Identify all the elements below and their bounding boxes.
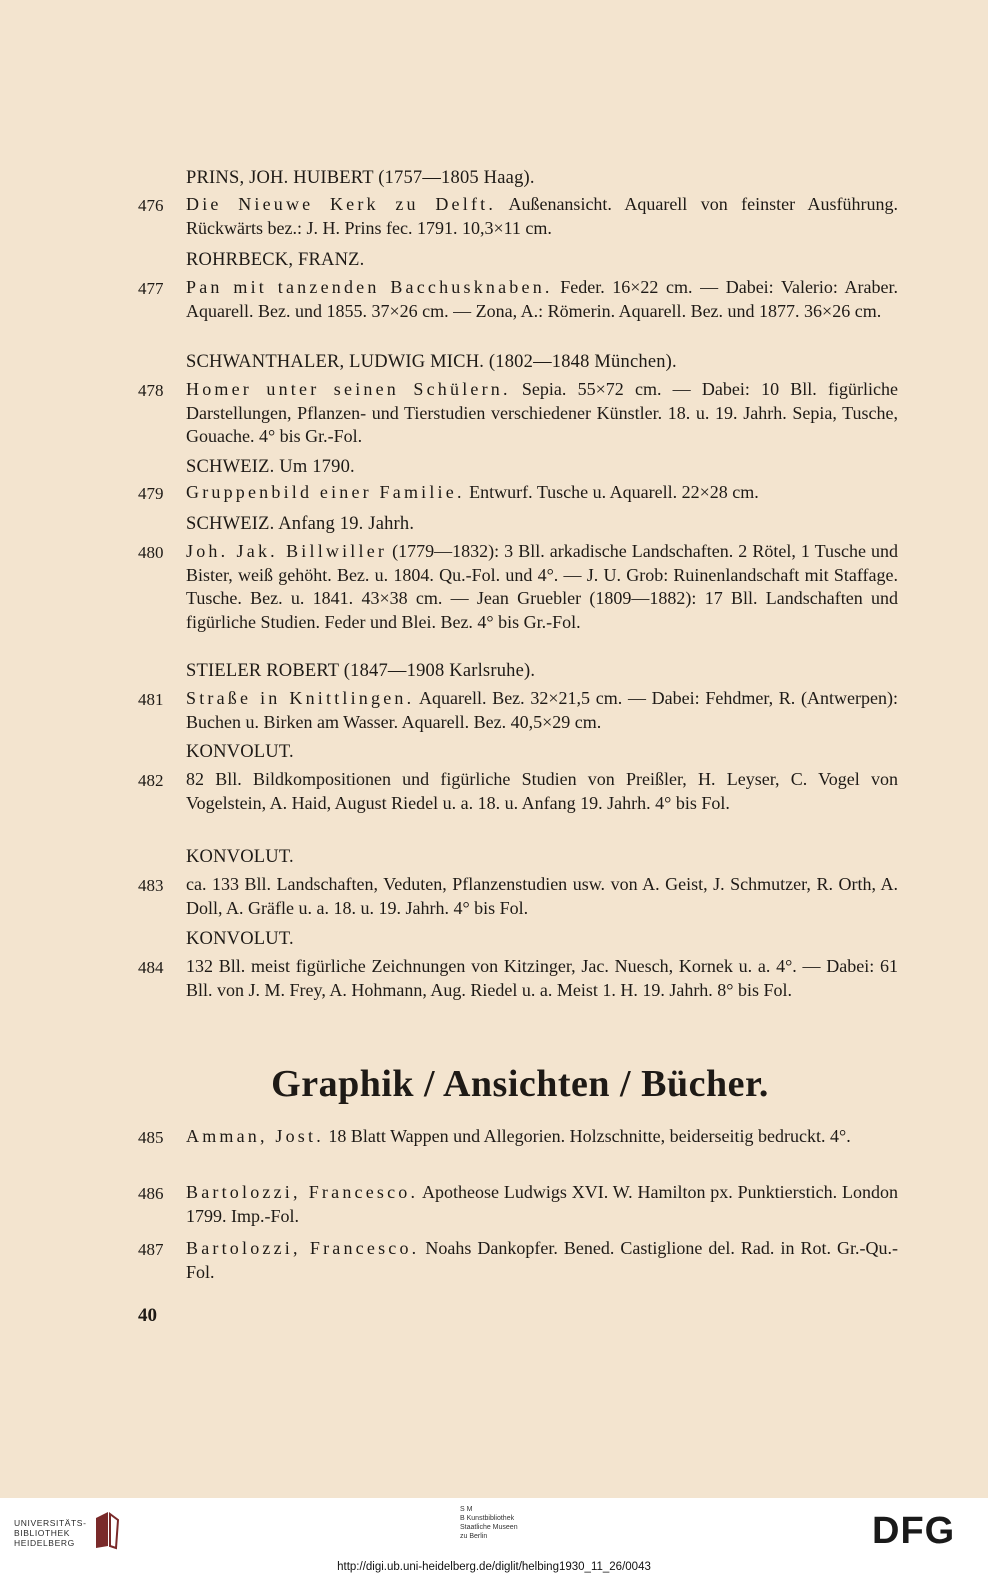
- artist-heading: SCHWEIZ. Um 1790.: [186, 457, 355, 477]
- section-heading: Graphik / Ansichten / Bücher.: [271, 1063, 769, 1105]
- artist-heading: STIELER ROBERT (1847—1908 Karlsruhe).: [186, 661, 536, 681]
- entry-title: Gruppenbild einer Familie.: [186, 482, 465, 502]
- lot-number: 483: [138, 876, 164, 895]
- entry-description: Entwurf. Tusche u. Aquarell. 22×28 cm.: [464, 482, 759, 502]
- entry-title: Straße in Knittlingen.: [186, 688, 415, 708]
- lot-number: 484: [138, 958, 164, 977]
- lot-number: 482: [138, 771, 164, 790]
- lot-number: 486: [138, 1184, 164, 1203]
- artist-heading: PRINS, JOH. HUIBERT (1757—1805 Haag).: [186, 168, 535, 188]
- entry-text: [186, 481, 898, 505]
- lot-number: 481: [138, 690, 164, 709]
- lot-number: 476: [138, 196, 164, 215]
- entry-description: Aquarell. Bez. 32×21,5 cm. — Dabei: Fehdmer, R. (Antwerpen): Buchen u. Birken am Wasser. Aquarell. Bez. 40,5×29 cm.: [186, 688, 898, 732]
- lot-number: 477: [138, 279, 164, 298]
- dfg-logo[interactable]: DFG: [872, 1510, 956, 1552]
- university-logo-line: UNIVERSITÄTS-: [14, 1518, 87, 1528]
- viewer-footer: [0, 1498, 988, 1575]
- entry-text: [186, 378, 898, 449]
- sm-logo-line: B Kunstbibliothek: [460, 1515, 515, 1522]
- artist-heading: KONVOLUT.: [186, 847, 294, 867]
- sm-logo-line: zu Berlin: [460, 1533, 488, 1540]
- artist-heading: SCHWANTHALER, LUDWIG MICH. (1802—1848 München).: [186, 352, 677, 372]
- entry-description: 132 Bll. meist figürliche Zeichnungen von Kitzinger, Jac. Nuesch, Kornek u. a. 4°. — Dabei: 61 Bll. von J. M. Frey, A. Hohmann, Aug. Riedel u. a. Meist 1. H. 19. Jahrh. 8° bis Fol.: [186, 956, 898, 1000]
- entry-title: Pan mit tanzenden Bacchusknaben.: [186, 277, 553, 297]
- entry-description: (1779—1832): 3 Bll. arkadische Landschaften. 2 Rötel, 1 Tusche und Bister, weiß gehöht. Bez. u. 1804. Qu.-Fol. und 4°. — J. U. Grob: Ruinenlandschaft mit Staffage. Tusche. Bez. u. 1841. 43×38 cm. — Jean Gruebler (1809—1882): 17 Bll. Landschaften und figürliche Studien. Feder und Blei. Bez. 4° bis Gr.-Fol.: [186, 541, 898, 632]
- entry-description: Sepia. 55×72 cm. — Dabei: 10 Bll. figürliche Darstellungen, Pflanzen- und Tierstudien verschiedener Künstler. 18. u. 19. Jahrh. Sepia, Tusche, Gouache. 4° bis Gr.-Fol.: [186, 379, 898, 446]
- entry-description: 82 Bll. Bildkompositionen und figürliche Studien von Preißler, H. Leyser, C. Vogel von Vogelstein, A. Haid, August Riedel u. a. 18. u. Anfang 19. Jahrh. 4° bis Fol.: [186, 769, 898, 813]
- entry-text: [186, 540, 898, 634]
- lot-number: 478: [138, 381, 164, 400]
- entry-text: [186, 768, 898, 815]
- entry-description: 18 Blatt Wappen und Allegorien. Holzschnitte, beiderseitig bedruckt. 4°.: [323, 1126, 851, 1146]
- artist-heading: KONVOLUT.: [186, 742, 294, 762]
- entry-title: Bartolozzi, Francesco.: [186, 1182, 419, 1202]
- university-library-logo[interactable]: [14, 1518, 87, 1548]
- entry-text: [186, 687, 898, 734]
- artist-heading: KONVOLUT.: [186, 929, 294, 949]
- entry-title: Joh. Jak. Billwiller: [186, 541, 388, 561]
- entry-description: Feder. 16×22 cm. — Dabei: Valerio: Araber. Aquarell. Bez. und 1855. 37×26 cm. — Zona, A.: Römerin. Aquarell. Bez. und 1877. 36×26 cm.: [186, 277, 898, 321]
- entry-title: Amman, Jost.: [186, 1126, 324, 1146]
- entry-text: [186, 873, 898, 920]
- university-logo-line: BIBLIOTHEK: [14, 1528, 71, 1538]
- entry-text: [186, 955, 898, 1002]
- university-emblem-icon: [92, 1510, 122, 1550]
- lot-number: 479: [138, 484, 164, 503]
- entry-text: [186, 1125, 898, 1149]
- sm-logo-line: Staatliche Museen: [460, 1524, 518, 1531]
- entry-text: [186, 193, 898, 240]
- permalink-url[interactable]: http://digi.ub.uni-heidelberg.de/diglit/helbing1930_11_26/0043: [337, 1561, 651, 1573]
- university-logo-line: HEIDELBERG: [14, 1538, 75, 1548]
- entry-description: Apotheose Ludwigs XVI. W. Hamilton px. Punktierstich. London 1799. Imp.-Fol.: [186, 1182, 898, 1226]
- lot-number: 480: [138, 543, 164, 562]
- entry-text: [186, 276, 898, 323]
- kunstbibliothek-logo[interactable]: [460, 1505, 518, 1541]
- entry-title: Die Nieuwe Kerk zu Delft.: [186, 194, 497, 214]
- artist-heading: ROHRBECK, FRANZ.: [186, 250, 365, 270]
- lot-number: 487: [138, 1240, 164, 1259]
- entry-description: Noahs Dankopfer. Bened. Castiglione del. Rad. in Rot. Gr.-Qu.-Fol.: [186, 1238, 898, 1282]
- entry-description: ca. 133 Bll. Landschaften, Veduten, Pflanzenstudien usw. von A. Geist, J. Schmutzer, R. Orth, A. Doll, A. Gräfle u. a. 18. u. 19. Jahrh. 4° bis Fol.: [186, 874, 898, 918]
- page-number: 40: [138, 1305, 157, 1326]
- lot-number: 485: [138, 1128, 164, 1147]
- entry-description: Außenansicht. Aquarell von feinster Ausführung. Rückwärts bez.: J. H. Prins fec. 1791. 10,3×11 cm.: [186, 194, 898, 238]
- entry-title: Homer unter seinen Schülern.: [186, 379, 511, 399]
- entry-text: [186, 1181, 898, 1228]
- entry-text: [186, 1237, 898, 1284]
- artist-heading: SCHWEIZ. Anfang 19. Jahrh.: [186, 514, 415, 534]
- entry-title: Bartolozzi, Francesco.: [186, 1238, 420, 1258]
- sm-logo-line: S M: [460, 1506, 473, 1513]
